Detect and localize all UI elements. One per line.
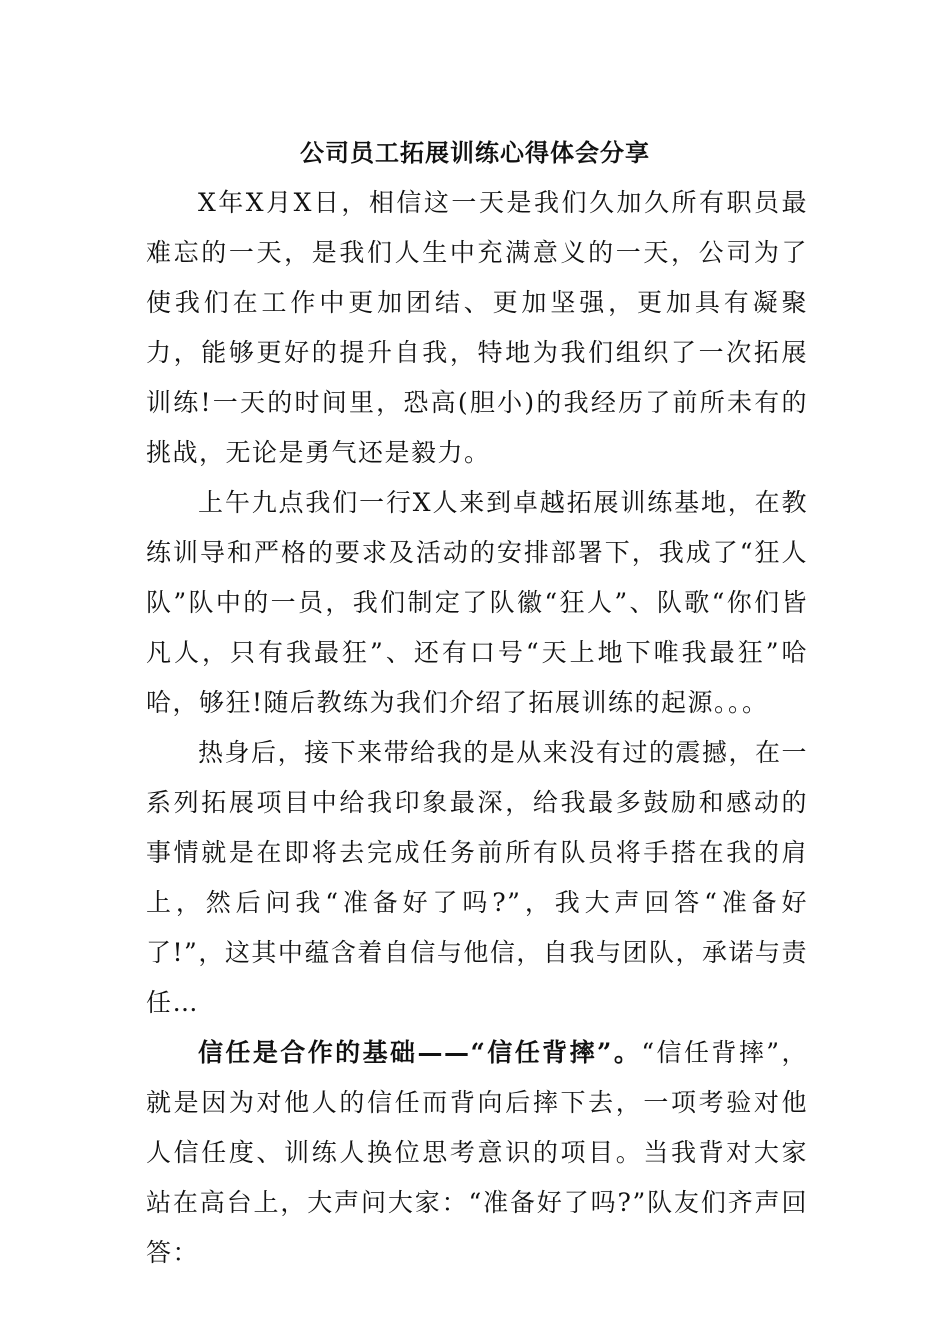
- paragraph-3-text: 热身后，接下来带给我的是从来没有过的震撼，在一系列拓展项目中给我印象最深，给我最多鼓励和感动的事情就是在即将去完成任务前所有队员将手搭在我的肩上，然后问我“准备好了吗?”，我大声回答“准备好了!”，这其中蕴含着自信与他信，自我与团队，承诺与责任…: [146, 738, 808, 1017]
- paragraph-4-text: “信任背摔”，就是因为对他人的信任而背向后摔下去，一项考验对他人信任度、训练人换位思考意识的项目。当我背对大家站在高台上，大声问大家：“准备好了吗?”队友们齐声回答：: [146, 1038, 808, 1267]
- paragraph-1-text: X年X月X日，相信这一天是我们久加久所有职员最难忘的一天，是我们人生中充满意义的一天，公司为了使我们在工作中更加团结、更加坚强，更加具有凝聚力，能够更好的提升自我，特地为我们组织了一次拓展训练!一天的时间里，恐高(胆小)的我经历了前所未有的挑战，无论是勇气还是毅力。: [146, 188, 808, 467]
- paragraph-3: [146, 728, 808, 1028]
- paragraph-2: [146, 478, 808, 728]
- paragraph-4: [146, 1028, 808, 1278]
- paragraph-2-text: 上午九点我们一行X人来到卓越拓展训练基地，在教练训导和严格的要求及活动的安排部署下，我成了“狂人队”队中的一员，我们制定了队徽“狂人”、队歌“你们皆凡人，只有我最狂”、还有口号“天上地下唯我最狂”哈哈，够狂!随后教练为我们介绍了拓展训练的起源。。。: [146, 488, 808, 717]
- paragraph-4-lead: 信任是合作的基础——“信任背摔”。: [198, 1038, 642, 1067]
- paragraph-1: [146, 178, 808, 478]
- document-body: [146, 178, 808, 1278]
- document-title: 公司员工拓展训练心得体会分享: [300, 138, 650, 167]
